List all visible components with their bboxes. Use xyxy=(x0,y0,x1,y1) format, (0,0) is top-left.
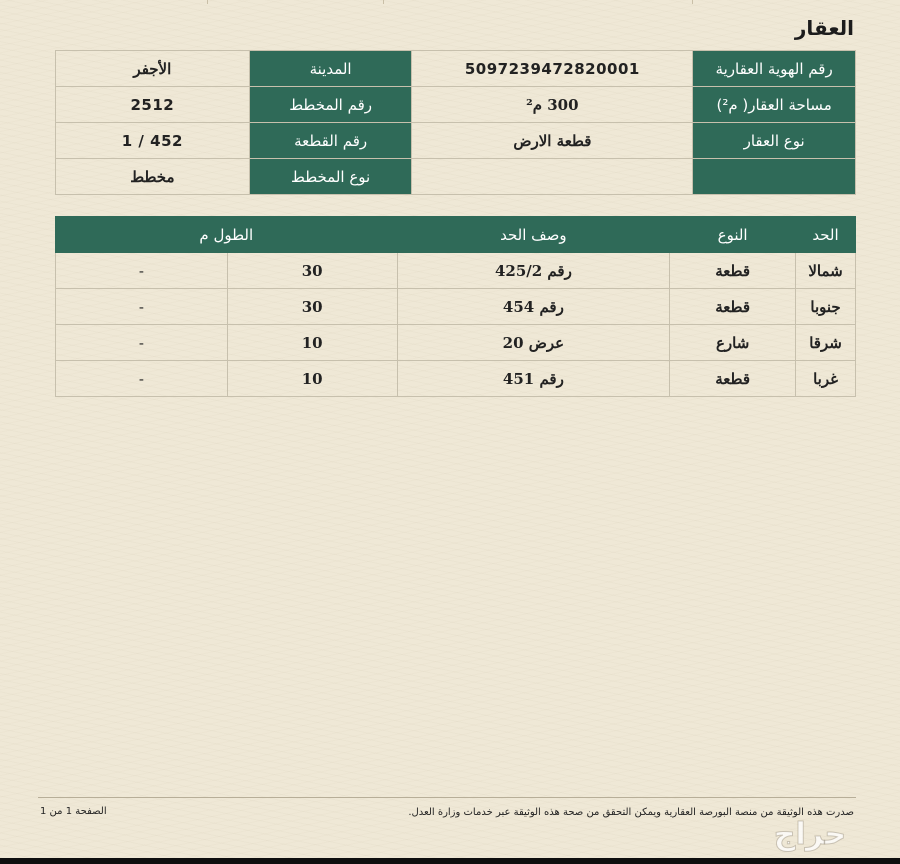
length-cell: 30 xyxy=(227,289,397,325)
city-label: المدينة xyxy=(249,51,412,87)
empty-label xyxy=(693,159,856,195)
side-header: الحد xyxy=(796,217,856,253)
table-row xyxy=(56,325,856,361)
side-cell: جنوبا xyxy=(796,289,856,325)
page-number: الصفحة 1 من 1 xyxy=(40,806,107,817)
boundaries-table xyxy=(55,216,856,397)
description-cell: رقم 454 xyxy=(397,289,670,325)
haraj-watermark-logo xyxy=(757,812,863,856)
plan-number-label: رقم المخطط xyxy=(249,87,412,123)
table-row xyxy=(56,361,856,397)
property-info-row xyxy=(56,87,856,123)
extra-cell: - xyxy=(56,253,228,289)
description-cell: رقم 425/2 xyxy=(397,253,670,289)
empty-value xyxy=(412,159,693,195)
property-id-value: 5097239472820001 xyxy=(412,51,693,87)
property-type-value: قطعة الارض xyxy=(412,123,693,159)
type-cell: شارع xyxy=(670,325,796,361)
property-type-label: نوع العقار xyxy=(693,123,856,159)
side-cell: غربا xyxy=(796,361,856,397)
type-cell: قطعة xyxy=(670,289,796,325)
plan-type-value: مخطط xyxy=(56,159,250,195)
plan-type-label: نوع المخطط xyxy=(249,159,412,195)
length-header: الطول م xyxy=(56,217,398,253)
svg-text:حراج: حراج xyxy=(773,817,847,852)
length-cell: 10 xyxy=(227,361,397,397)
length-cell: 10 xyxy=(227,325,397,361)
extra-cell: - xyxy=(56,325,228,361)
footer-note: صدرت هذه الوثيقة من منصة البورصة العقارية ويمكن التحقق من صحة هذه الوثيقة عبر خدمات وزارة العدل. xyxy=(408,807,854,818)
property-id-label: رقم الهوية العقارية xyxy=(693,51,856,87)
type-cell: قطعة xyxy=(670,361,796,397)
type-header: النوع xyxy=(670,217,796,253)
footer-divider xyxy=(38,797,856,798)
city-value: الأجفر xyxy=(56,51,250,87)
property-info-row xyxy=(56,123,856,159)
table-row xyxy=(56,253,856,289)
side-cell: شمالا xyxy=(796,253,856,289)
top-strip-divider xyxy=(207,0,208,4)
extra-cell: - xyxy=(56,289,228,325)
area-label: مساحة العقار( م²) xyxy=(693,87,856,123)
bottom-bar xyxy=(0,858,900,864)
extra-cell: - xyxy=(56,361,228,397)
top-strip xyxy=(0,0,900,4)
type-cell: قطعة xyxy=(670,253,796,289)
description-cell: عرض 20 xyxy=(397,325,670,361)
top-strip-divider xyxy=(383,0,384,4)
plan-number-value: 2512 xyxy=(56,87,250,123)
length-cell: 30 xyxy=(227,253,397,289)
side-cell: شرقا xyxy=(796,325,856,361)
boundaries-header-row xyxy=(56,217,856,253)
property-info-row xyxy=(56,51,856,87)
section-title: العقار xyxy=(794,16,854,40)
area-value: 300 م² xyxy=(412,87,693,123)
description-cell: رقم 451 xyxy=(397,361,670,397)
table-row xyxy=(56,289,856,325)
property-info-table xyxy=(55,50,856,195)
top-strip-divider xyxy=(692,0,693,4)
plot-number-value: 1 / 452 xyxy=(56,123,250,159)
property-info-row xyxy=(56,159,856,195)
plot-number-label: رقم القطعة xyxy=(249,123,412,159)
description-header: وصف الحد xyxy=(397,217,670,253)
